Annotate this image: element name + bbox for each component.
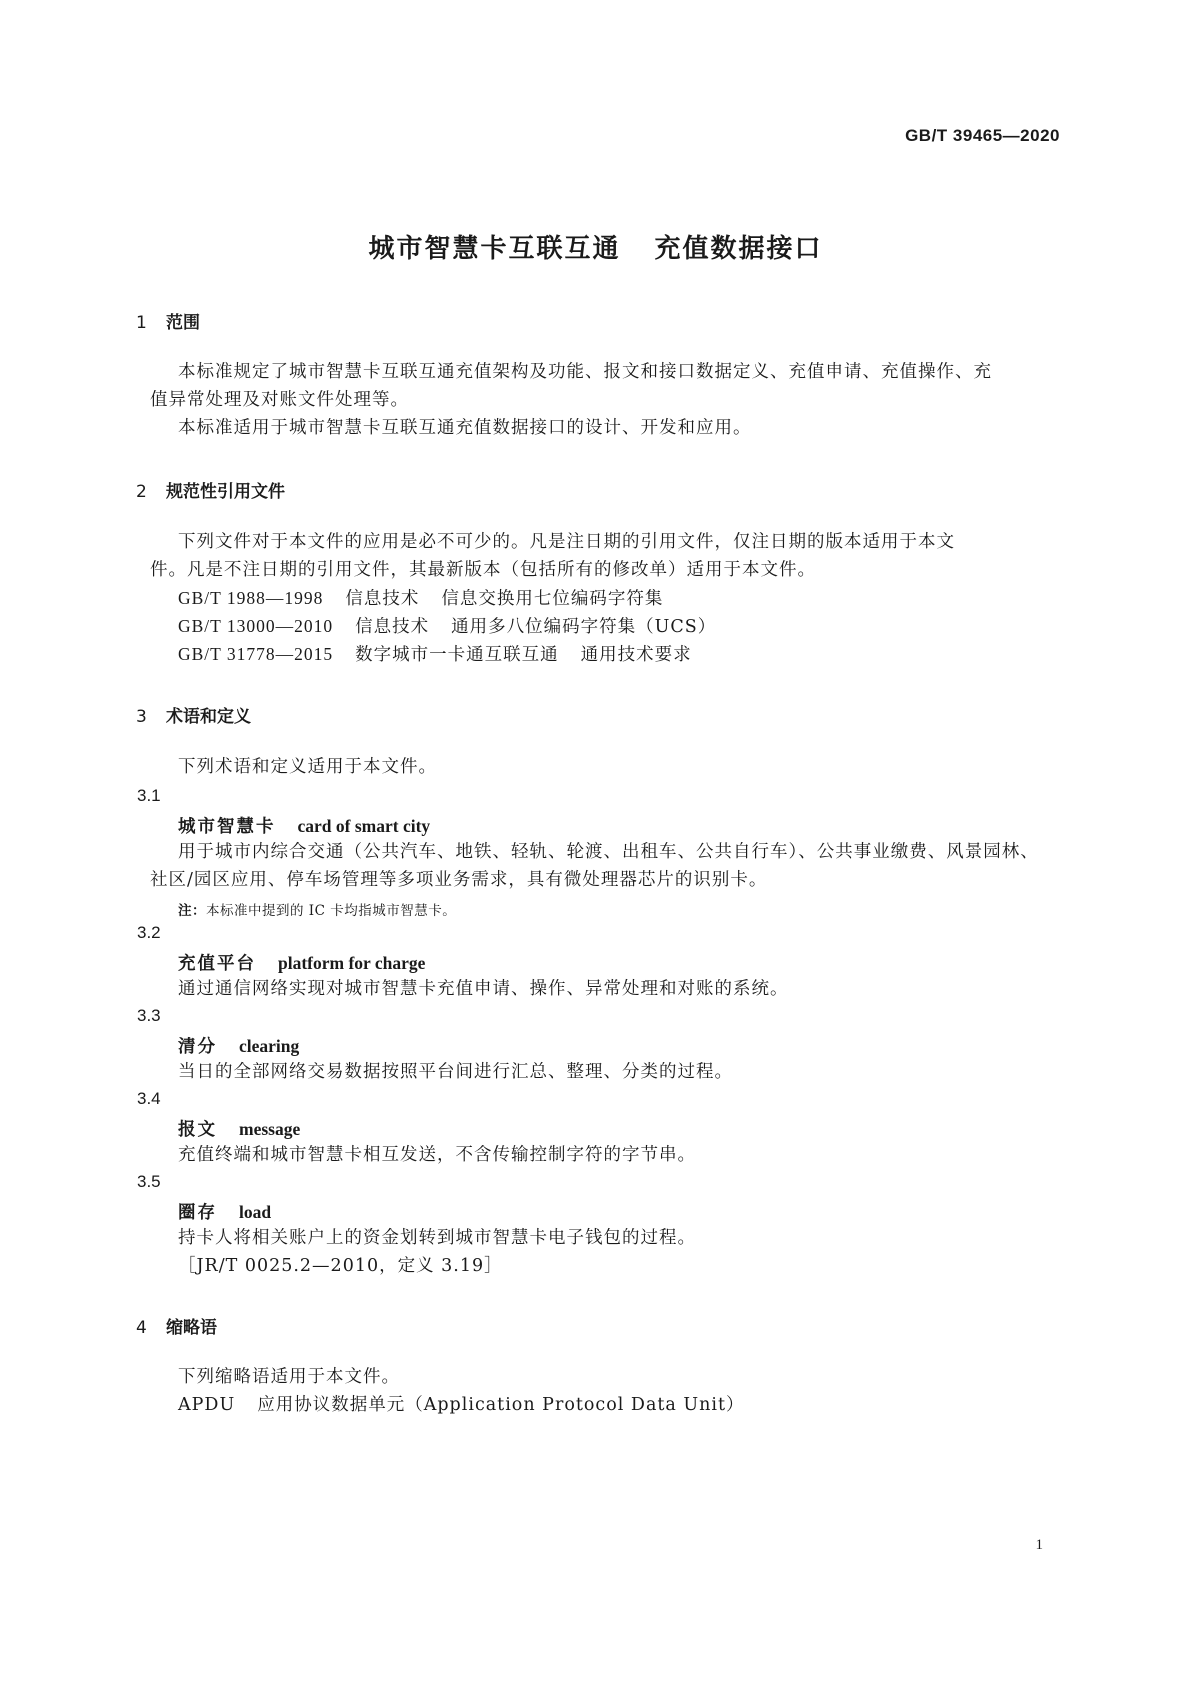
term-definition-line1: 当日的全部网络交易数据按照平台间进行汇总、整理、分类的过程。 [178,1062,733,1082]
section-title: 术语和定义 [166,707,251,727]
term-en: platform for charge [278,953,426,973]
section-title: 规范性引用文件 [166,482,285,502]
reference-code: GB/T 13000—2010 [178,616,334,636]
page-number: 1 [1035,1537,1043,1553]
section-number: 1 [136,313,147,333]
term-zh: 城市智慧卡 [178,817,276,837]
abbr-term: APDU [178,1395,236,1415]
note-label: 注： [178,903,206,919]
section-1-heading [136,308,200,333]
section-4-heading [136,1313,217,1338]
reference-title-a: 数字城市一卡通互联互通 [355,645,559,665]
term-zh: 报文 [178,1120,217,1140]
abbr-definition: 应用协议数据单元（Application Protocol Data Unit） [257,1395,745,1415]
term-en: message [239,1119,301,1139]
term-number: 3.4 [137,1089,161,1108]
reference-title-a: 信息技术 [355,617,430,637]
terms-intro: 下列术语和定义适用于本文件。 [178,757,437,777]
section-number: 3 [136,707,147,727]
term-number: 3.5 [137,1172,161,1191]
scope-paragraph-2: 本标准适用于城市智慧卡互联互通充值数据接口的设计、开发和应用。 [178,418,752,438]
reference-title-b: 通用多八位编码字符集（UCS） [451,617,717,637]
section-title: 范围 [166,313,200,333]
term-number: 3.2 [137,923,161,942]
term-number: 3.1 [137,786,161,805]
note-text: 本标准中提到的 IC 卡均指城市智慧卡。 [206,903,457,919]
reference-item [178,584,663,613]
abbr-row [178,1391,745,1419]
term-zh: 充值平台 [178,954,256,974]
reference-item [178,640,692,669]
term-en: clearing [239,1036,300,1056]
section-3-heading [136,702,251,727]
title-part-2: 充值数据接口 [654,234,823,264]
term-zh: 圈存 [178,1203,217,1223]
term-heading [178,950,425,975]
term-definition-line2: 社区/园区应用、停车场管理等多项业务需求，具有微处理器芯片的识别卡。 [150,870,768,890]
section-number: 2 [136,482,147,502]
reference-code: GB/T 31778—2015 [178,644,334,664]
title-part-1: 城市智慧卡互联互通 [368,234,621,264]
term-heading [178,1199,271,1224]
term-definition-line1: 持卡人将相关账户上的资金划转到城市智慧卡电子钱包的过程。 [178,1228,696,1248]
term-definition-line1: 充值终端和城市智慧卡相互发送，不含传输控制字符的字节串。 [178,1145,696,1165]
reference-title-a: 信息技术 [345,589,420,609]
term-zh: 清分 [178,1037,217,1057]
term-heading [178,1116,300,1141]
section-number: 4 [136,1318,147,1338]
reference-title-b: 通用技术要求 [580,645,692,665]
scope-paragraph-line2: 值异常处理及对账文件处理等。 [150,390,409,410]
document-title [0,228,1191,265]
term-heading [178,813,430,838]
reference-item [178,612,716,641]
term-definition-line1: 用于城市内综合交通（公共汽车、地铁、轻轨、轮渡、出租车、公共自行车）、公共事业缴费、风景园林、 [178,842,1039,862]
term-note [178,899,456,919]
term-en: card of smart city [297,816,431,836]
abbr-intro: 下列缩略语适用于本文件。 [178,1367,400,1387]
term-definition-line1: 通过通信网络实现对城市智慧卡充值申请、操作、异常处理和对账的系统。 [178,979,789,999]
reference-code: GB/T 1988—1998 [178,588,324,608]
section-title: 缩略语 [166,1318,217,1338]
term-number: 3.3 [137,1006,161,1025]
reference-title-b: 信息交换用七位编码字符集 [441,589,664,609]
scope-paragraph-line1: 本标准规定了城市智慧卡互联互通充值架构及功能、报文和接口数据定义、充值申请、充值操作、充 [178,362,992,382]
term-source: ［JR/T 0025.2—2010，定义 3.19］ [178,1256,503,1276]
normative-refs-line2: 件。凡是不注日期的引用文件，其最新版本（包括所有的修改单）适用于本文件。 [150,560,816,580]
standard-code: GB/T 39465—2020 [905,126,1060,145]
term-heading [178,1033,299,1058]
section-2-heading [136,477,285,502]
normative-refs-line1: 下列文件对于本文件的应用是必不可少的。凡是注日期的引用文件，仅注日期的版本适用于本文 [178,532,955,552]
term-en: load [239,1202,272,1222]
